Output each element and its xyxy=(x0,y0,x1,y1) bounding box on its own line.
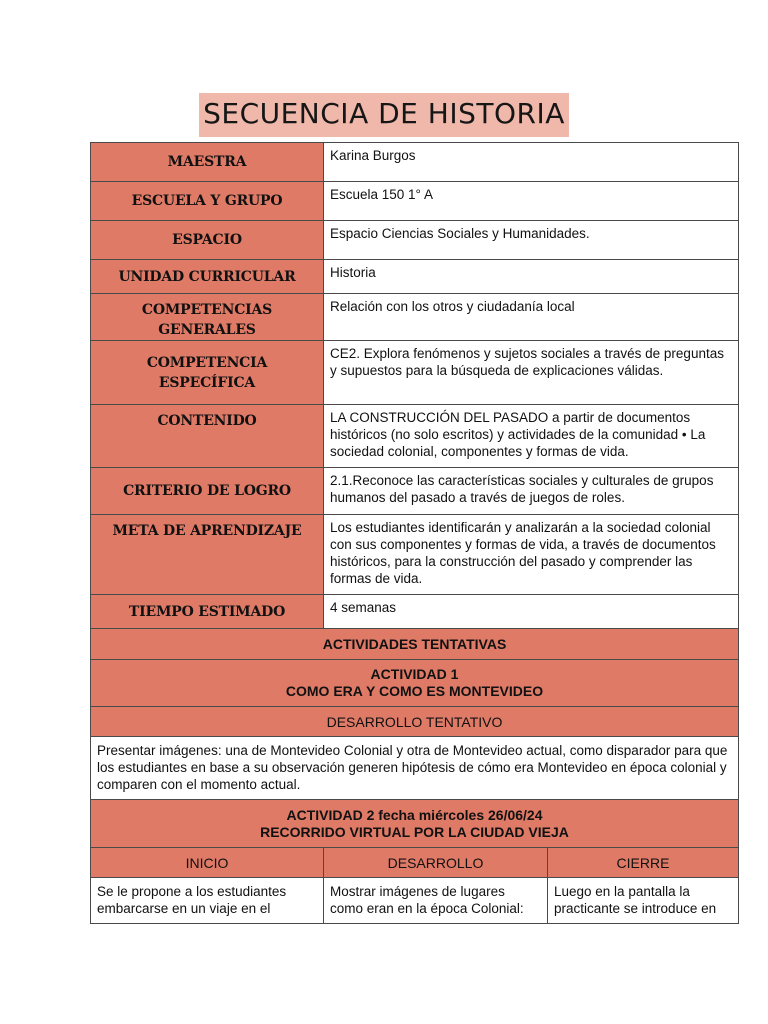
label-escuela: ESCUELA Y GRUPO xyxy=(91,182,324,221)
row-espacio xyxy=(91,221,739,260)
inicio-text: Se le propone a los estudiantes embarcarse en un viaje en el xyxy=(91,878,324,924)
row-criterio xyxy=(91,468,739,515)
row-unidad xyxy=(91,260,739,294)
row-column-headers xyxy=(91,848,739,878)
label-line-1: COMPETENCIA xyxy=(146,354,268,371)
label-competencia-especifica xyxy=(91,341,324,405)
document-title: SECUENCIA DE HISTORIA xyxy=(199,93,569,137)
row-actividad-1 xyxy=(91,660,739,707)
label-criterio: CRITERIO DE LOGRO xyxy=(91,468,324,515)
row-maestra xyxy=(91,143,739,182)
actividad-1-title: ACTIVIDAD 1 xyxy=(370,666,459,682)
row-competencias xyxy=(91,294,739,341)
value-contenido: LA CONSTRUCCIÓN DEL PASADO a partir de documentos históricos (no solo escritos) y actividades de la comunidad • La sociedad colonial, componentes y formas de vida. xyxy=(324,405,739,468)
row-desarrollo-header xyxy=(91,707,739,737)
actividad-2-title: ACTIVIDAD 2 fecha miércoles 26/06/24 xyxy=(286,806,543,823)
value-escuela: Escuela 150 1° A xyxy=(324,182,739,221)
actividad-1-header xyxy=(91,660,739,707)
label-maestra: MAESTRA xyxy=(91,143,324,182)
label-espacio: ESPACIO xyxy=(91,221,324,260)
column-header-desarrollo: DESARROLLO xyxy=(324,848,548,878)
desarrollo-text: Presentar imágenes: una de Montevideo Colonial y otra de Montevideo actual, como disparador para que los estudiantes en base a su observación generen hipótesis de cómo era Montevideo en época colonial y comparen con el momento actual. xyxy=(91,737,739,800)
value-espacio: Espacio Ciencias Sociales y Humanidades. xyxy=(324,221,739,260)
value-competencias: Relación con los otros y ciudadanía local xyxy=(324,294,739,341)
value-tiempo: 4 semanas xyxy=(324,595,739,629)
row-competencia-especifica xyxy=(91,341,739,405)
column-header-inicio: INICIO xyxy=(91,848,324,878)
value-meta: Los estudiantes identificarán y analizarán a la sociedad colonial con sus componentes y formas de vida, a través de documentos históricos, para la construcción del pasado y comprender las formas de vida. xyxy=(324,515,739,595)
title-wrap xyxy=(0,93,768,137)
actividad-1-subtitle: COMO ERA Y COMO ES MONTEVIDEO xyxy=(285,683,544,699)
row-desarrollo-text xyxy=(91,737,739,800)
row-tiempo xyxy=(91,595,739,629)
cierre-text: Luego en la pantalla la practicante se introduce en xyxy=(548,878,739,924)
row-column-text xyxy=(91,878,739,924)
row-actividades-header xyxy=(91,629,739,660)
label-tiempo: TIEMPO ESTIMADO xyxy=(91,595,324,629)
value-unidad: Historia xyxy=(324,260,739,294)
column-header-cierre: CIERRE xyxy=(548,848,739,878)
label-competencias: COMPETENCIAS GENERALES xyxy=(91,294,324,341)
label-contenido: CONTENIDO xyxy=(91,405,324,468)
desarrollo-col-text: Mostrar imágenes de lugares como eran en la época Colonial: xyxy=(324,878,548,924)
row-meta xyxy=(91,515,739,595)
row-actividad-2 xyxy=(91,800,739,848)
value-maestra: Karina Burgos xyxy=(324,143,739,182)
value-competencia-especifica: CE2. Explora fenómenos y sujetos sociales a través de preguntas y supuestos para la búsqueda de explicaciones válidas. xyxy=(324,341,739,405)
row-contenido xyxy=(91,405,739,468)
actividad-2-header xyxy=(91,800,739,848)
row-escuela xyxy=(91,182,739,221)
desarrollo-header: DESARROLLO TENTATIVO xyxy=(91,707,739,737)
history-sequence-table xyxy=(90,142,739,924)
label-meta: META DE APRENDIZAJE xyxy=(91,515,324,595)
actividad-2-subtitle: RECORRIDO VIRTUAL POR LA CIUDAD VIEJA xyxy=(260,823,569,840)
value-criterio: 2.1.Reconoce las características sociales y culturales de grupos humanos del pasado a través de juegos de roles. xyxy=(324,468,739,515)
actividades-header: ACTIVIDADES TENTATIVAS xyxy=(91,629,739,660)
label-line-2: ESPECÍFICA xyxy=(158,374,256,391)
label-unidad: UNIDAD CURRICULAR xyxy=(91,260,324,294)
